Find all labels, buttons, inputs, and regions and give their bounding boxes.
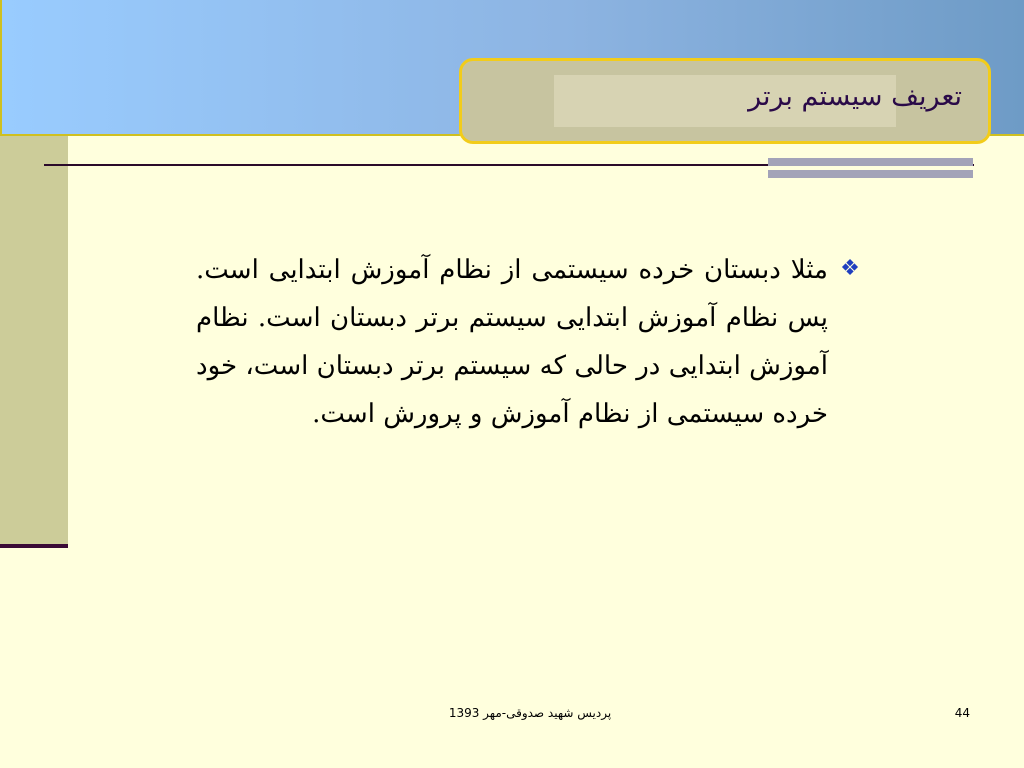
- slide-body-text: مثلا دبستان خرده سیستمی از نظام آموزش ابتدایی است. پس نظام آموزش ابتدایی سیستم برتر دبستان است. نظام آموزش ابتدایی در حالی که سیستم برتر دبستان است، خود خرده سیستمی از نظام آموزش و پرورش است.: [196, 255, 828, 429]
- left-bar-bottom-line: [0, 544, 68, 548]
- divider-accent-bar-top: [768, 158, 973, 166]
- divider-accent-bar-bottom: [768, 170, 973, 178]
- title-box: [459, 58, 991, 144]
- slide-title: تعریف سیستم برتر: [748, 81, 962, 112]
- header-left-edge: [0, 0, 2, 136]
- diamond-bullet-icon: ❖: [840, 256, 860, 281]
- left-decorative-bar: [0, 136, 68, 548]
- slide-footer: پردیس شهید صدوقی-مهر 1393: [448, 706, 612, 720]
- slide-number: 44: [954, 706, 970, 720]
